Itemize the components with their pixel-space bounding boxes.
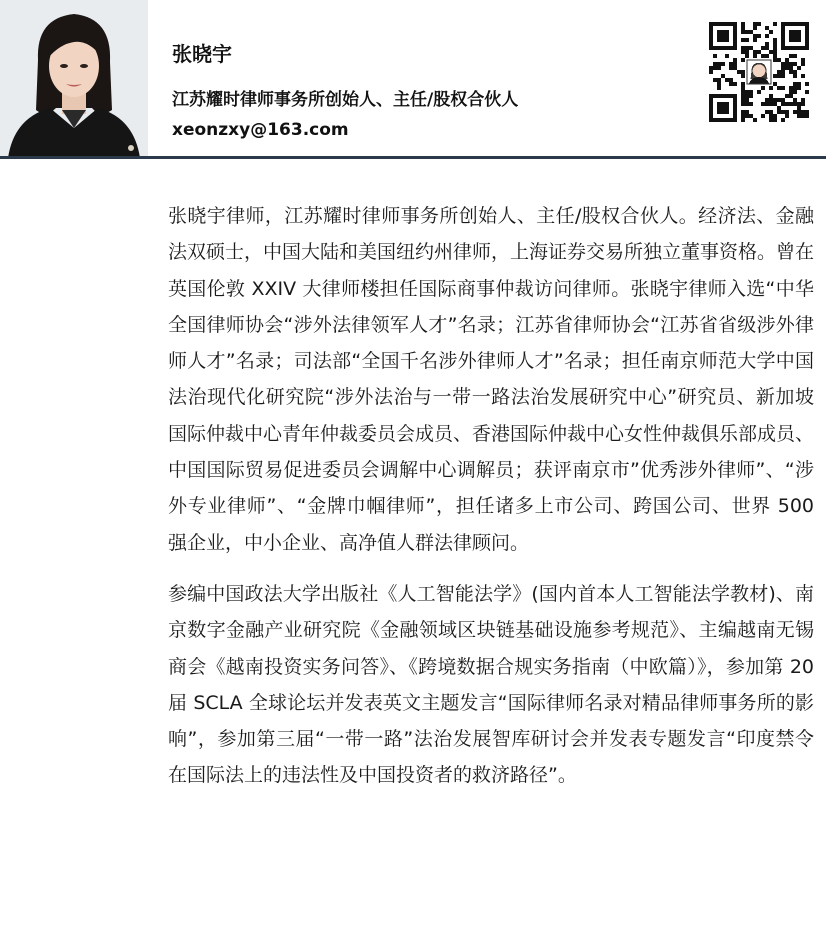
person-name: 张晓宇 [172, 42, 232, 66]
qr-code-graphic [709, 22, 809, 122]
person-title: 江苏耀时律师事务所创始人、主任/股权合伙人 [172, 90, 519, 110]
header-divider [0, 156, 826, 159]
bio-paragraph-2: 参编中国政法大学出版社《人工智能法学》(国内首本人工智能法学教材)、南京数字金融产业研究院《金融领域区块链基础设施参考规范》、主编越南无锡商会《越南投资实务问答》、《跨境数据合规实务指南（中欧篇）》，参加第 20 届 SCLA 全球论坛并发表英文主题发言“国际律师名录对精品律师事务所的影响”，参加第三届“一带一路”法治发展智库研讨会并发表专题发言“印度禁令在国际法上的违法性及中国投资者的救济路径”。 [168, 582, 814, 787]
biography [168, 198, 814, 809]
qr-code-icon [709, 22, 809, 122]
portrait-photo [0, 0, 148, 158]
bio-paragraph-1: 张晓宇律师，江苏耀时律师事务所创始人、主任/股权合伙人。经济法、金融法双硕士，中国大陆和美国纽约州律师，上海证券交易所独立董事资格。曾在英国伦敦 XXIV 大律师楼担任国际商事仲裁访问律师。张晓宇律师入选“中华全国律师协会“涉外法律领军人才”名录；江苏省律师协会“江苏省省级涉外律师人才”名录；司法部“全国千名涉外律师人才”名录；担任南京师范大学中国法治现代化研究院“涉外法治与一带一路法治发展研究中心”研究员、新加坡国际仲裁中心青年仲裁委员会成员、香港国际仲裁中心女性仲裁俱乐部成员、中国国际贸易促进委员会调解中心调解员；获评南京市”优秀涉外律师”、“涉外专业律师”、“金牌巾帼律师”，担任诸多上市公司、跨国公司、世界 500 强企业，中小企业、高净值人群法律顾问。 [168, 205, 815, 554]
person-email[interactable]: xeonzxy@163.com [172, 120, 349, 140]
portrait-illustration [0, 0, 148, 158]
profile-header [0, 0, 826, 160]
